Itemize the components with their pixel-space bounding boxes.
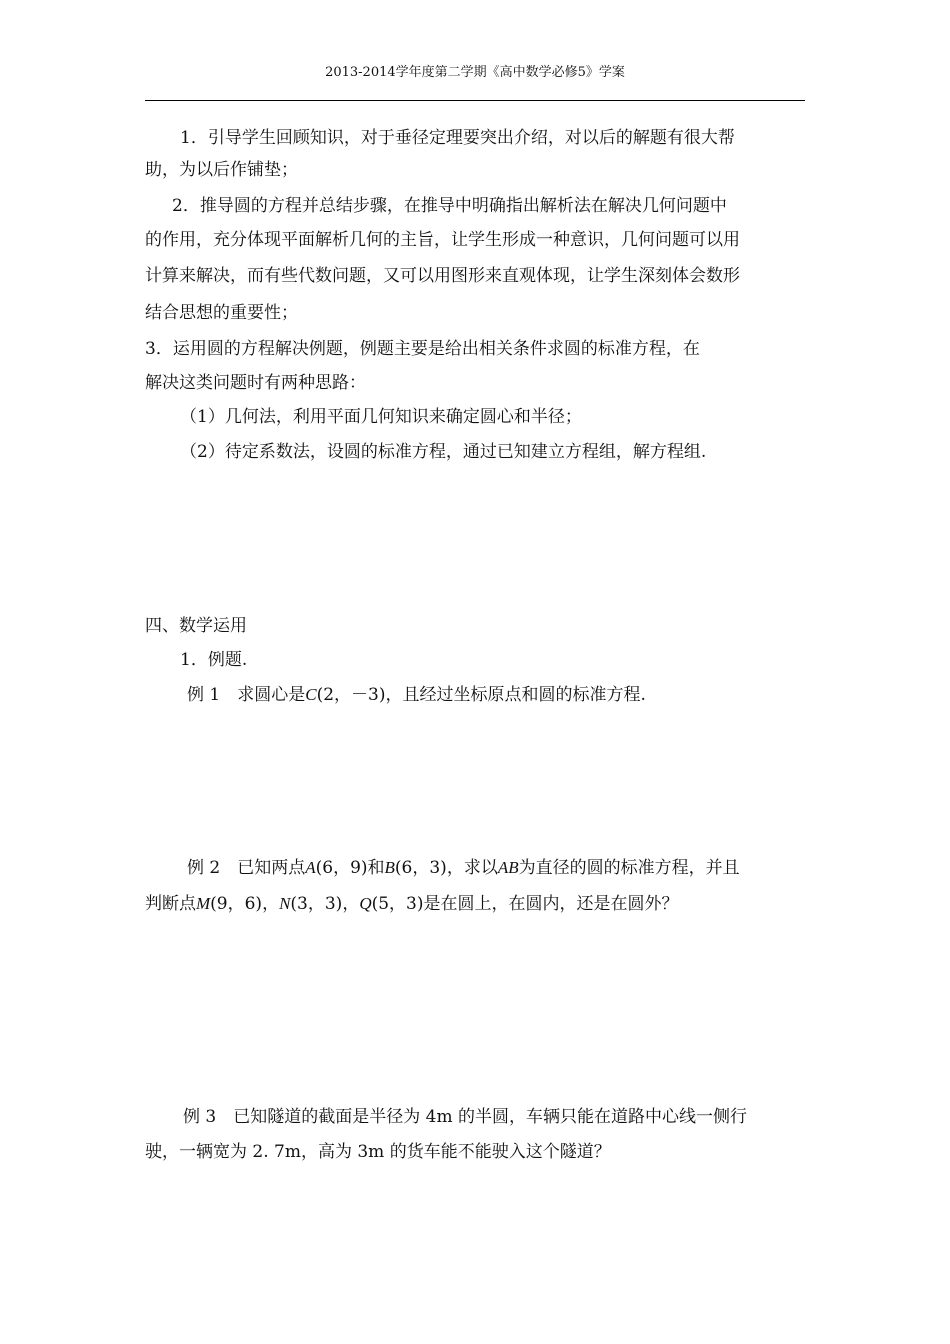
- section-4-heading: 四、数学运用: [145, 616, 247, 636]
- example-1-label: 例 1: [187, 685, 221, 705]
- example-3-text-1: 已知隧道的截面是半径为 4m 的半圆，车辆只能在道路中心线一侧行: [233, 1107, 747, 1127]
- example-2-text-3: (6，3)，求以: [394, 858, 498, 878]
- example-3-line-2: 驶，一辆宽为 2. 7m，高为 3m 的货车能不能驶入这个隧道？: [145, 1142, 611, 1162]
- note-3-line-1: 3．运用圆的方程解决例题，例题主要是给出相关条件求圆的标准方程，在: [145, 339, 700, 359]
- note-2-line-4: 结合思想的重要性；: [145, 303, 298, 323]
- note-3-line-2: 解决这类问题时有两种思路：: [145, 373, 366, 393]
- example-2-line-1: [187, 856, 740, 880]
- example-2-text-4: 为直径的圆的标准方程，并且: [518, 858, 740, 878]
- example-1-text-1: 求圆心是: [237, 685, 306, 705]
- example-2-point-a: A: [305, 858, 316, 877]
- header-rule: [145, 100, 805, 101]
- example-1-text-2: (2，－3)，且经过坐标原点和圆的标准方程.: [316, 685, 646, 705]
- method-geometric: （1）几何法，利用平面几何知识来确定圆心和半径；: [180, 407, 582, 427]
- example-2-text-2: (6，9)和: [315, 858, 385, 878]
- example-2-segment-ab: AB: [497, 858, 519, 877]
- example-2-text-7: (3，3)，: [290, 894, 360, 914]
- example-2-text-1: 已知两点: [237, 858, 306, 878]
- example-2-point-m: M: [196, 894, 211, 913]
- note-1-line-1: 1．引导学生回顾知识，对于垂径定理要突出介绍，对以后的解题有很大帮: [180, 128, 735, 148]
- example-2-text-6: (9，6)，: [210, 894, 280, 914]
- example-2-label: 例 2: [187, 858, 221, 878]
- example-3-label: 例 3: [183, 1107, 217, 1127]
- example-2-point-q: Q: [359, 894, 372, 913]
- example-3-line-1: [183, 1105, 747, 1129]
- examples-subheading: 1．例题.: [180, 650, 248, 670]
- example-2-text-5: 判断点: [145, 894, 196, 914]
- note-2-line-3: 计算来解决，而有些代数问题，又可以用图形来直观体现，让学生深刻体会数形: [145, 266, 740, 286]
- note-1-line-2: 助，为以后作铺垫；: [145, 160, 298, 180]
- example-2-text-8: (5，3)是在圆上，在圆内，还是在圆外？: [371, 894, 679, 914]
- example-1-point-c: C: [305, 685, 317, 704]
- example-2-line-2: [145, 892, 679, 916]
- note-2-line-1: 2．推导圆的方程并总结步骤，在推导中明确指出解析法在解决几何问题中: [172, 196, 727, 216]
- example-2-point-b: B: [384, 858, 395, 877]
- method-undetermined-coefficients: （2）待定系数法，设圆的标准方程，通过已知建立方程组，解方程组.: [180, 442, 707, 462]
- example-1: [187, 683, 646, 707]
- page-header: 2013-2014学年度第二学期《高中数学必修5》学案: [325, 65, 625, 80]
- example-2-point-n: N: [279, 894, 291, 913]
- note-2-line-2: 的作用，充分体现平面解析几何的主旨，让学生形成一种意识，几何问题可以用: [145, 230, 740, 250]
